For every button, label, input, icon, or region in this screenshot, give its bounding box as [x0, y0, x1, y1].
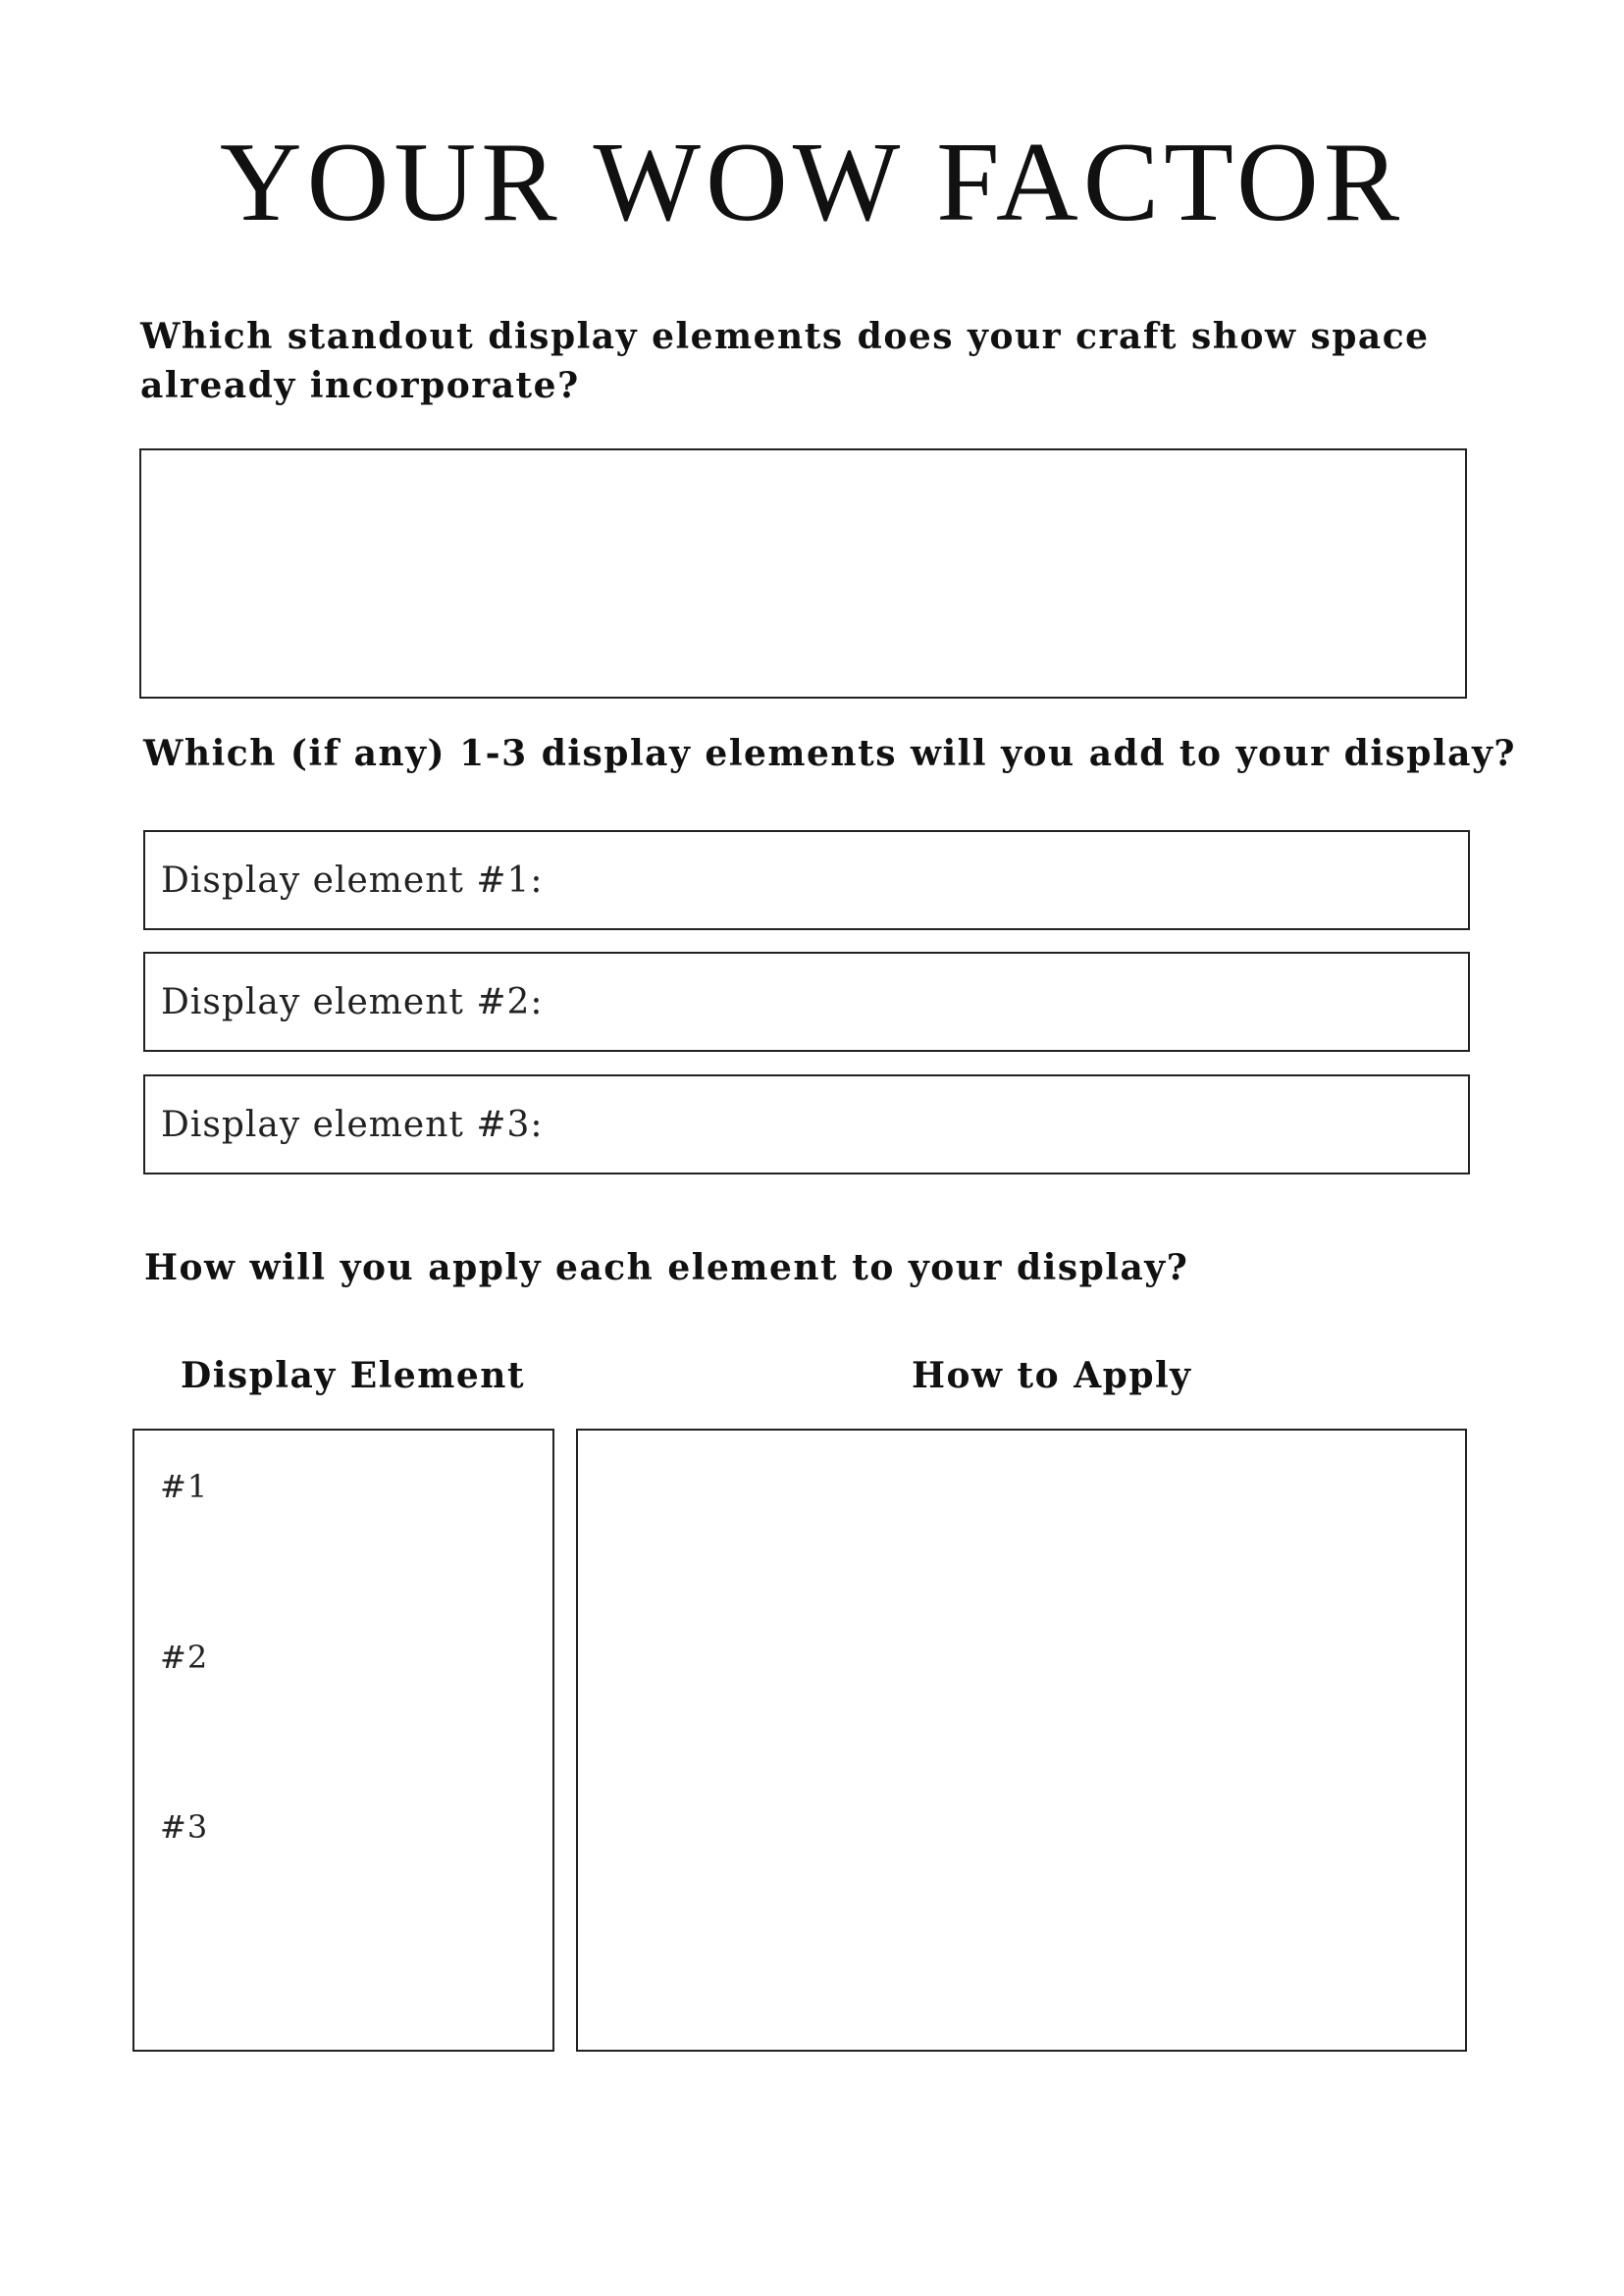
- element-number-2: #2: [160, 1639, 209, 1676]
- question-add-elements: Which (if any) 1-3 display elements will you add to your display?: [143, 733, 1516, 774]
- question-existing-elements: [140, 312, 1430, 410]
- existing-elements-answer-box[interactable]: [139, 448, 1467, 699]
- question-apply-elements: How will you apply each element to your display?: [144, 1247, 1189, 1288]
- how-to-apply-answer-box[interactable]: [576, 1429, 1467, 2052]
- column-header-how-to-apply: How to Apply: [912, 1355, 1192, 1396]
- element-number-3: #3: [160, 1808, 209, 1846]
- display-element-column-box[interactable]: [132, 1429, 554, 2052]
- page-title: YOUR WOW FACTOR: [219, 120, 1405, 245]
- display-element-2-label: Display element #2:: [161, 981, 544, 1022]
- display-element-1-field[interactable]: [143, 830, 1470, 930]
- display-element-3-label: Display element #3:: [161, 1104, 544, 1145]
- question-existing-line1: Which standout display elements does your craft show space: [140, 316, 1430, 357]
- column-header-display-element: Display Element: [181, 1355, 526, 1396]
- question-existing-line2: already incorporate?: [140, 365, 580, 406]
- element-number-1: #1: [160, 1468, 209, 1505]
- display-element-1-label: Display element #1:: [161, 860, 544, 901]
- display-element-2-field[interactable]: [143, 952, 1470, 1052]
- display-element-3-field[interactable]: [143, 1074, 1470, 1174]
